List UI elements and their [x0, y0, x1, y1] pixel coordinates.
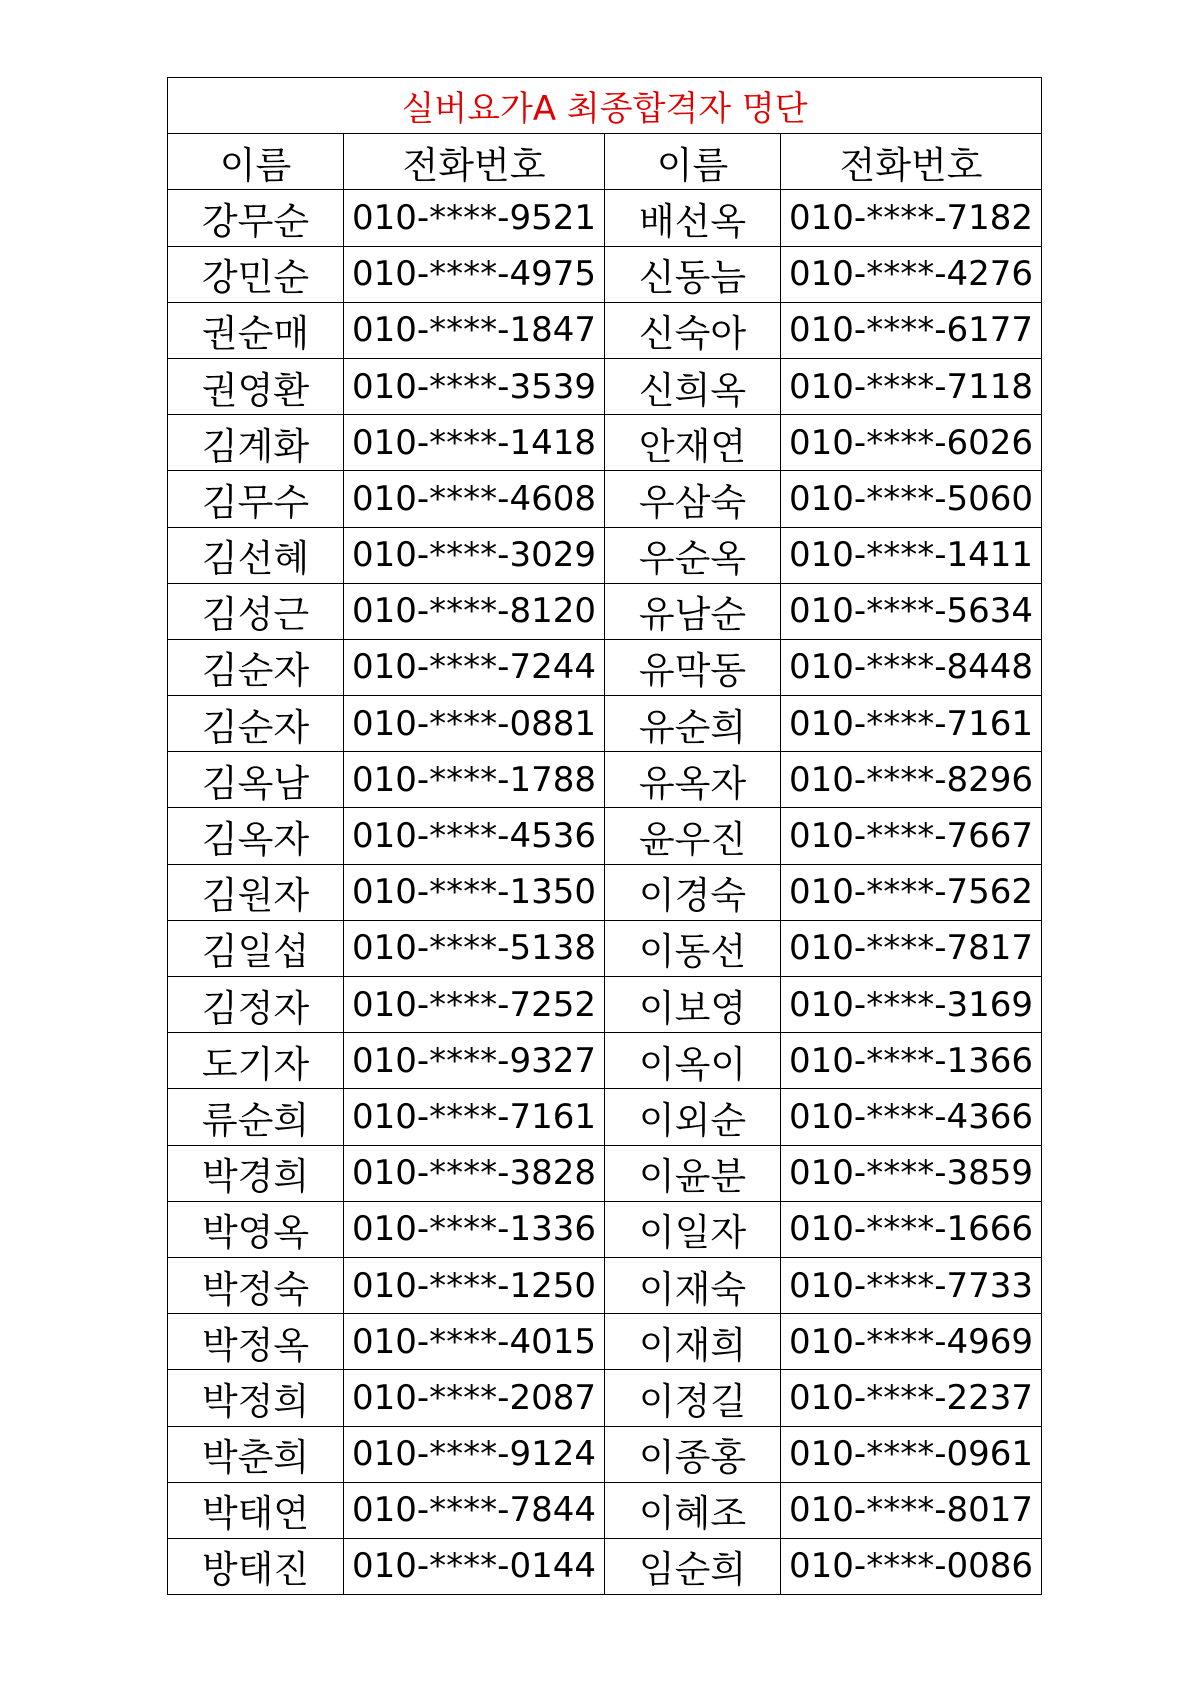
cell-name-right: 배선옥 [605, 190, 781, 246]
cell-name-right: 임순희 [605, 1538, 781, 1594]
table-row [168, 1370, 1042, 1426]
cell-name-left: 김계화 [168, 415, 344, 471]
cell-phone-right: 010-****-7817 [781, 920, 1042, 976]
cell-name-right: 이윤분 [605, 1145, 781, 1201]
cell-phone-right: 010-****-4969 [781, 1314, 1042, 1370]
table-row [168, 1314, 1042, 1370]
cell-name-left: 권순매 [168, 302, 344, 358]
table-row [168, 246, 1042, 302]
cell-name-left: 박영옥 [168, 1201, 344, 1257]
cell-phone-left: 010-****-9521 [344, 190, 605, 246]
cell-phone-left: 010-****-4608 [344, 471, 605, 527]
cell-name-right: 이종홍 [605, 1426, 781, 1482]
cell-name-left: 김순자 [168, 696, 344, 752]
cell-name-left: 박춘희 [168, 1426, 344, 1482]
cell-phone-left: 010-****-9124 [344, 1426, 605, 1482]
cell-name-left: 김원자 [168, 864, 344, 920]
cell-name-left: 김선혜 [168, 527, 344, 583]
cell-name-left: 김성근 [168, 583, 344, 639]
cell-name-left: 김정자 [168, 977, 344, 1033]
cell-name-right: 신희옥 [605, 358, 781, 414]
cell-name-left: 김옥남 [168, 752, 344, 808]
cell-name-right: 이재숙 [605, 1257, 781, 1313]
cell-phone-left: 010-****-5138 [344, 920, 605, 976]
cell-phone-right: 010-****-4366 [781, 1089, 1042, 1145]
cell-phone-left: 010-****-7244 [344, 639, 605, 695]
cell-name-right: 이재희 [605, 1314, 781, 1370]
cell-name-right: 신숙아 [605, 302, 781, 358]
table-row [168, 920, 1042, 976]
cell-phone-right: 010-****-1366 [781, 1033, 1042, 1089]
cell-phone-left: 010-****-7252 [344, 977, 605, 1033]
cell-phone-left: 010-****-1788 [344, 752, 605, 808]
cell-name-right: 유남순 [605, 583, 781, 639]
cell-phone-right: 010-****-4276 [781, 246, 1042, 302]
cell-phone-left: 010-****-8120 [344, 583, 605, 639]
cell-phone-left: 010-****-9327 [344, 1033, 605, 1089]
cell-phone-left: 010-****-1336 [344, 1201, 605, 1257]
cell-phone-left: 010-****-3539 [344, 358, 605, 414]
table-row [168, 527, 1042, 583]
cell-phone-right: 010-****-7667 [781, 808, 1042, 864]
column-header-phone-left: 전화번호 [344, 134, 605, 190]
cell-phone-left: 010-****-3828 [344, 1145, 605, 1201]
cell-name-right: 이보영 [605, 977, 781, 1033]
cell-name-right: 신동늠 [605, 246, 781, 302]
cell-name-left: 박정희 [168, 1370, 344, 1426]
table-row [168, 977, 1042, 1033]
table-row [168, 1089, 1042, 1145]
cell-phone-right: 010-****-2237 [781, 1370, 1042, 1426]
cell-phone-left: 010-****-1250 [344, 1257, 605, 1313]
table-row [168, 1538, 1042, 1594]
cell-name-right: 이혜조 [605, 1482, 781, 1538]
column-header-name-left: 이름 [168, 134, 344, 190]
cell-phone-right: 010-****-7733 [781, 1257, 1042, 1313]
table-row [168, 864, 1042, 920]
cell-phone-left: 010-****-0144 [344, 1538, 605, 1594]
cell-phone-right: 010-****-3169 [781, 977, 1042, 1033]
cell-name-right: 유순희 [605, 696, 781, 752]
cell-name-right: 우삼숙 [605, 471, 781, 527]
cell-name-right: 유옥자 [605, 752, 781, 808]
cell-phone-right: 010-****-0086 [781, 1538, 1042, 1594]
cell-phone-right: 010-****-0961 [781, 1426, 1042, 1482]
cell-name-left: 방태진 [168, 1538, 344, 1594]
cell-phone-right: 010-****-6177 [781, 302, 1042, 358]
cell-name-right: 이일자 [605, 1201, 781, 1257]
cell-phone-right: 010-****-8448 [781, 639, 1042, 695]
cell-name-right: 이동선 [605, 920, 781, 976]
document-title: 실버요가A 최종합격자 명단 [168, 78, 1042, 134]
title-row [168, 78, 1042, 134]
cell-phone-right: 010-****-1411 [781, 527, 1042, 583]
cell-phone-right: 010-****-7161 [781, 696, 1042, 752]
cell-name-left: 김일섭 [168, 920, 344, 976]
table-row [168, 190, 1042, 246]
cell-phone-right: 010-****-7562 [781, 864, 1042, 920]
cell-phone-left: 010-****-4975 [344, 246, 605, 302]
cell-phone-left: 010-****-3029 [344, 527, 605, 583]
roster-body [168, 190, 1042, 1595]
table-row [168, 471, 1042, 527]
table-row [168, 1201, 1042, 1257]
cell-name-right: 윤우진 [605, 808, 781, 864]
cell-phone-right: 010-****-7182 [781, 190, 1042, 246]
cell-phone-left: 010-****-1847 [344, 302, 605, 358]
table-row [168, 752, 1042, 808]
cell-name-left: 박정옥 [168, 1314, 344, 1370]
cell-name-left: 강민순 [168, 246, 344, 302]
table-row [168, 302, 1042, 358]
column-header-name-right: 이름 [605, 134, 781, 190]
table-row [168, 1145, 1042, 1201]
cell-name-left: 김순자 [168, 639, 344, 695]
cell-phone-left: 010-****-4536 [344, 808, 605, 864]
cell-phone-right: 010-****-8017 [781, 1482, 1042, 1538]
cell-name-left: 도기자 [168, 1033, 344, 1089]
table-row [168, 1033, 1042, 1089]
table-row [168, 808, 1042, 864]
cell-phone-left: 010-****-0881 [344, 696, 605, 752]
table-row [168, 358, 1042, 414]
cell-name-left: 박경희 [168, 1145, 344, 1201]
cell-phone-left: 010-****-2087 [344, 1370, 605, 1426]
header-row [168, 134, 1042, 190]
table-row [168, 415, 1042, 471]
cell-phone-right: 010-****-1666 [781, 1201, 1042, 1257]
cell-name-left: 권영환 [168, 358, 344, 414]
passer-list-table [167, 77, 1042, 1595]
cell-phone-left: 010-****-7844 [344, 1482, 605, 1538]
cell-name-right: 우순옥 [605, 527, 781, 583]
table-row [168, 696, 1042, 752]
cell-phone-right: 010-****-3859 [781, 1145, 1042, 1201]
cell-phone-right: 010-****-5060 [781, 471, 1042, 527]
cell-name-right: 안재연 [605, 415, 781, 471]
table-row [168, 639, 1042, 695]
cell-name-left: 박정숙 [168, 1257, 344, 1313]
cell-phone-right: 010-****-8296 [781, 752, 1042, 808]
cell-phone-left: 010-****-4015 [344, 1314, 605, 1370]
cell-name-left: 김무수 [168, 471, 344, 527]
cell-name-left: 류순희 [168, 1089, 344, 1145]
cell-name-left: 강무순 [168, 190, 344, 246]
cell-phone-right: 010-****-7118 [781, 358, 1042, 414]
cell-phone-left: 010-****-7161 [344, 1089, 605, 1145]
table-row [168, 1257, 1042, 1313]
cell-phone-right: 010-****-5634 [781, 583, 1042, 639]
table-row [168, 1482, 1042, 1538]
column-header-phone-right: 전화번호 [781, 134, 1042, 190]
cell-name-right: 이외순 [605, 1089, 781, 1145]
cell-name-right: 이경숙 [605, 864, 781, 920]
cell-name-right: 이옥이 [605, 1033, 781, 1089]
cell-name-left: 김옥자 [168, 808, 344, 864]
cell-name-left: 박태연 [168, 1482, 344, 1538]
table-row [168, 1426, 1042, 1482]
cell-phone-left: 010-****-1350 [344, 864, 605, 920]
cell-name-right: 유막동 [605, 639, 781, 695]
cell-phone-right: 010-****-6026 [781, 415, 1042, 471]
table-row [168, 583, 1042, 639]
cell-name-right: 이정길 [605, 1370, 781, 1426]
cell-phone-left: 010-****-1418 [344, 415, 605, 471]
